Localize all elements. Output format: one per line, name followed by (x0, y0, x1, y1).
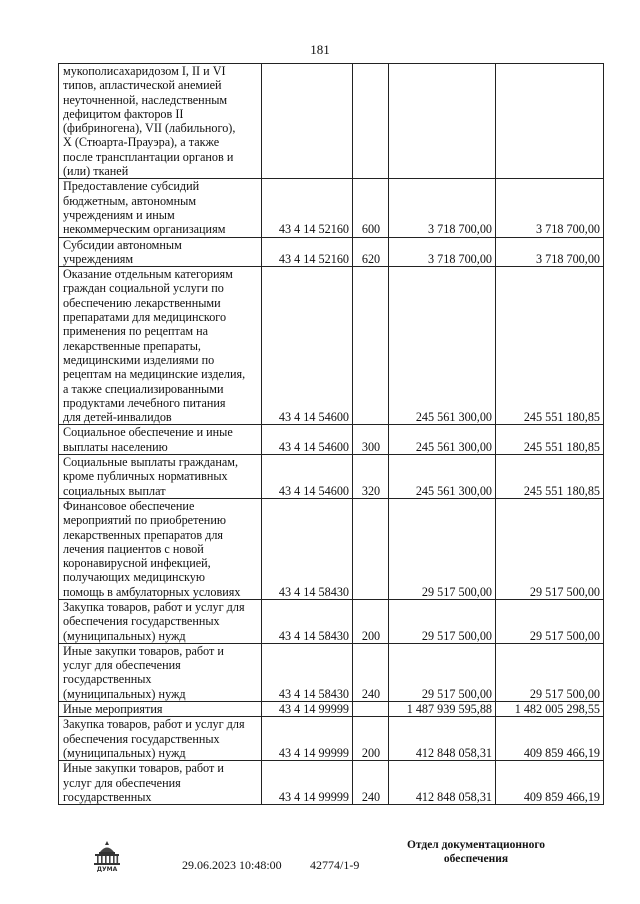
cell-fact-amount: 1 482 005 298,55 (496, 702, 604, 717)
page-number: 181 (310, 42, 330, 57)
table-row (59, 455, 604, 499)
cell-expense-name: Закупка товаров, работ и услуг для обеспечения государственных (муниципальных) нужд (59, 599, 262, 643)
budget-table (58, 63, 604, 805)
footer-department-stamp: Отдел документационного обеспечения (406, 839, 546, 865)
cell-fact-amount: 3 718 700,00 (496, 237, 604, 267)
cell-plan-amount: 412 848 058,31 (389, 761, 496, 805)
cell-target-code: 43 4 14 54600 (262, 267, 353, 425)
cell-target-code: 43 4 14 99999 (262, 717, 353, 761)
cell-expense-name: Иные закупки товаров, работ и услуг для обеспечения государственных (59, 761, 262, 805)
cell-target-code: 43 4 14 58430 (262, 599, 353, 643)
table-row (59, 717, 604, 761)
table-row (59, 425, 604, 455)
footer-doc-number: 42774/1-9 (310, 858, 360, 872)
cell-expense-type: 200 (353, 717, 389, 761)
cell-expense-name: Предоставление субсидий бюджетным, автономным учреждениям и иным некоммерческим организациям (59, 179, 262, 237)
cell-expense-type: 600 (353, 179, 389, 237)
cell-fact-amount: 245 551 180,85 (496, 267, 604, 425)
table-row (59, 237, 604, 267)
cell-fact-amount: 29 517 500,00 (496, 498, 604, 599)
table-row (59, 267, 604, 425)
cell-expense-name: мукополисахаридозом I, II и VI типов, апластической анемией неуточненной, наследственным дефицитом факторов II (фибриногена), VII (лабильного), X (Стюарта-Прауэра), а также после трансплантации органов и (или) тканей (59, 64, 262, 179)
cell-expense-name: Иные мероприятия (59, 702, 262, 717)
cell-fact-amount: 245 551 180,85 (496, 455, 604, 499)
cell-expense-type (353, 64, 389, 179)
table-row (59, 643, 604, 701)
cell-fact-amount: 245 551 180,85 (496, 425, 604, 455)
table-row (59, 761, 604, 805)
cell-fact-amount (496, 64, 604, 179)
cell-target-code (262, 64, 353, 179)
footer-datetime: 29.06.2023 10:48:00 (182, 858, 282, 872)
cell-plan-amount (389, 64, 496, 179)
table-row (59, 599, 604, 643)
svg-text:ДУМА: ДУМА (96, 866, 118, 872)
cell-plan-amount: 245 561 300,00 (389, 267, 496, 425)
cell-target-code: 43 4 14 52160 (262, 237, 353, 267)
cell-expense-type (353, 498, 389, 599)
cell-expense-type: 320 (353, 455, 389, 499)
table-row (59, 498, 604, 599)
cell-expense-type (353, 702, 389, 717)
cell-plan-amount: 245 561 300,00 (389, 425, 496, 455)
cell-plan-amount: 412 848 058,31 (389, 717, 496, 761)
cell-plan-amount: 3 718 700,00 (389, 237, 496, 267)
cell-fact-amount: 29 517 500,00 (496, 643, 604, 701)
cell-plan-amount: 245 561 300,00 (389, 455, 496, 499)
cell-expense-type: 240 (353, 643, 389, 701)
cell-expense-type (353, 267, 389, 425)
cell-target-code: 43 4 14 58430 (262, 643, 353, 701)
cell-expense-name: Закупка товаров, работ и услуг для обеспечения государственных (муниципальных) нужд (59, 717, 262, 761)
duma-building-emblem-icon (92, 840, 122, 872)
table-row (59, 64, 604, 179)
cell-fact-amount: 3 718 700,00 (496, 179, 604, 237)
cell-expense-type: 620 (353, 237, 389, 267)
cell-expense-type: 240 (353, 761, 389, 805)
cell-plan-amount: 3 718 700,00 (389, 179, 496, 237)
cell-plan-amount: 1 487 939 595,88 (389, 702, 496, 717)
cell-expense-name: Иные закупки товаров, работ и услуг для обеспечения государственных (муниципальных) нужд (59, 643, 262, 701)
cell-target-code: 43 4 14 52160 (262, 179, 353, 237)
cell-expense-name: Социальное обеспечение и иные выплаты населению (59, 425, 262, 455)
cell-expense-type: 300 (353, 425, 389, 455)
cell-target-code: 43 4 14 58430 (262, 498, 353, 599)
cell-target-code: 43 4 14 99999 (262, 761, 353, 805)
page-footer (0, 836, 640, 896)
cell-fact-amount: 29 517 500,00 (496, 599, 604, 643)
cell-expense-name: Субсидии автономным учреждениям (59, 237, 262, 267)
cell-fact-amount: 409 859 466,19 (496, 717, 604, 761)
cell-target-code: 43 4 14 99999 (262, 702, 353, 717)
cell-fact-amount: 409 859 466,19 (496, 761, 604, 805)
cell-plan-amount: 29 517 500,00 (389, 643, 496, 701)
cell-plan-amount: 29 517 500,00 (389, 599, 496, 643)
cell-plan-amount: 29 517 500,00 (389, 498, 496, 599)
table-row (59, 702, 604, 717)
cell-target-code: 43 4 14 54600 (262, 425, 353, 455)
cell-expense-type: 200 (353, 599, 389, 643)
table-row (59, 179, 604, 237)
cell-expense-name: Финансовое обеспечение мероприятий по приобретению лекарственных препаратов для лечения пациентов с новой коронавирусной инфекцией, получающих медицинскую помощь в амбулаторных условиях (59, 498, 262, 599)
cell-expense-name: Оказание отдельным категориям граждан социальной услуги по обеспечению лекарственными препаратами для медицинского применения по рецептам на лекарственные препараты, медицинскими изделиями по рецептам на медицинские изделия, а также специализированными продуктами лечебного питания для детей-инвалидов (59, 267, 262, 425)
cell-expense-name: Социальные выплаты гражданам, кроме публичных нормативных социальных выплат (59, 455, 262, 499)
cell-target-code: 43 4 14 54600 (262, 455, 353, 499)
